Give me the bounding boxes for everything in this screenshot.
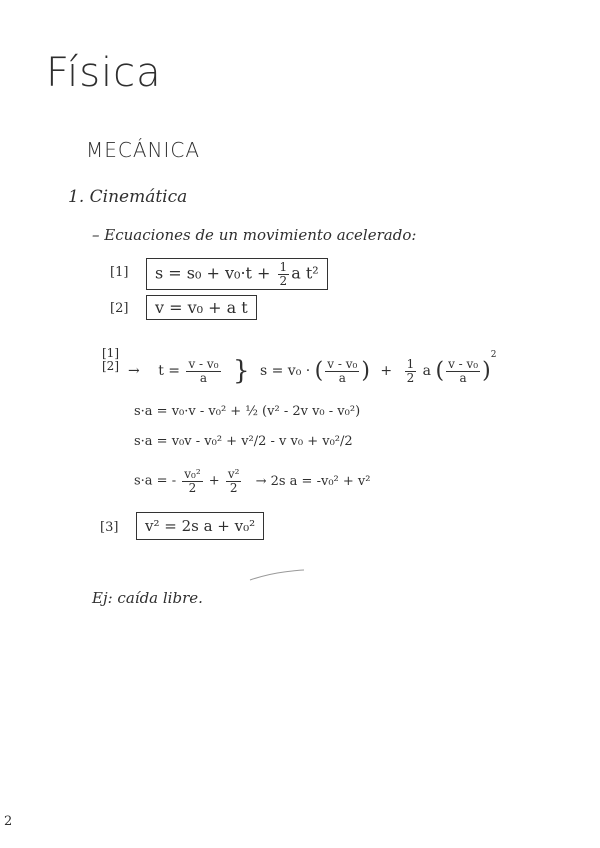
line5-fraction-1: $\frac{\text{v₀²}}{2}$: [184, 467, 201, 495]
half-fraction: $\frac{1}{2}$: [406, 356, 415, 385]
arrow-symbol: →: [128, 363, 140, 379]
subsection-heading: 1. Cinemática: [68, 187, 188, 207]
s-equation: s = v₀ ·: [259, 363, 311, 379]
derivation-line-5: s·a = - $\frac{\text{v₀²}}{2}$ + $\frac{\text{v²}}{2}$ → 2s a = -v₀² + v²: [134, 467, 371, 495]
example-line: Ej: caída libre.: [92, 589, 203, 607]
derivation-line: → t = $\frac{\text{v - v₀}}{a}$ } s = v₀ · ( $\frac{\text{v - v₀}}{a}$ ) + $\frac{1}{2}$ a ( $\frac{\text{v - v₀}}{a}$ )$^2$: [128, 350, 497, 386]
equation-1-tag: [1]: [110, 265, 129, 280]
equation-1-lhs: s = s₀ + v₀·t +: [155, 263, 276, 283]
derivation-tags: [1] [2]: [102, 346, 119, 373]
square-exponent: 2: [490, 350, 497, 360]
equation-1-rest: a t²: [291, 263, 319, 283]
equation-2-box: v = v₀ + a t: [146, 295, 257, 320]
equation-1-box: [146, 258, 328, 290]
pen-stroke-mark: [248, 566, 308, 586]
equation-1-fraction: $\frac{1}{2}$: [279, 260, 288, 288]
a-symbol: a: [422, 363, 432, 379]
equation-3-tag: [3]: [100, 520, 119, 535]
brace-symbol: }: [232, 356, 250, 386]
section-heading: MECÁNICA: [86, 138, 201, 162]
page-title: Física: [46, 50, 162, 96]
plus-sign: +: [380, 363, 393, 379]
t-equation: t =: [158, 363, 180, 379]
equation-3-box: v² = 2s a + v₀²: [136, 512, 264, 540]
derivation-line-4: s·a = v₀v - v₀² + v²/2 - v v₀ + v₀²/2: [134, 434, 353, 449]
equation-2-tag: [2]: [110, 301, 129, 316]
bullet-line: – Ecuaciones de un movimiento acelerado:: [92, 226, 417, 244]
square-fraction: $\frac{\text{v - v₀}}{a}$: [448, 356, 479, 385]
t-fraction: $\frac{\text{v - v₀}}{a}$: [188, 356, 219, 385]
page-mark: 2: [4, 814, 13, 829]
line5-fraction-2: $\frac{\text{v²}}{2}$: [227, 467, 240, 495]
derivation-line-3: s·a = v₀·v - v₀² + ½ (v² - 2v v₀ - v₀²): [134, 404, 361, 419]
s-fraction: $\frac{\text{v - v₀}}{a}$: [327, 356, 358, 385]
